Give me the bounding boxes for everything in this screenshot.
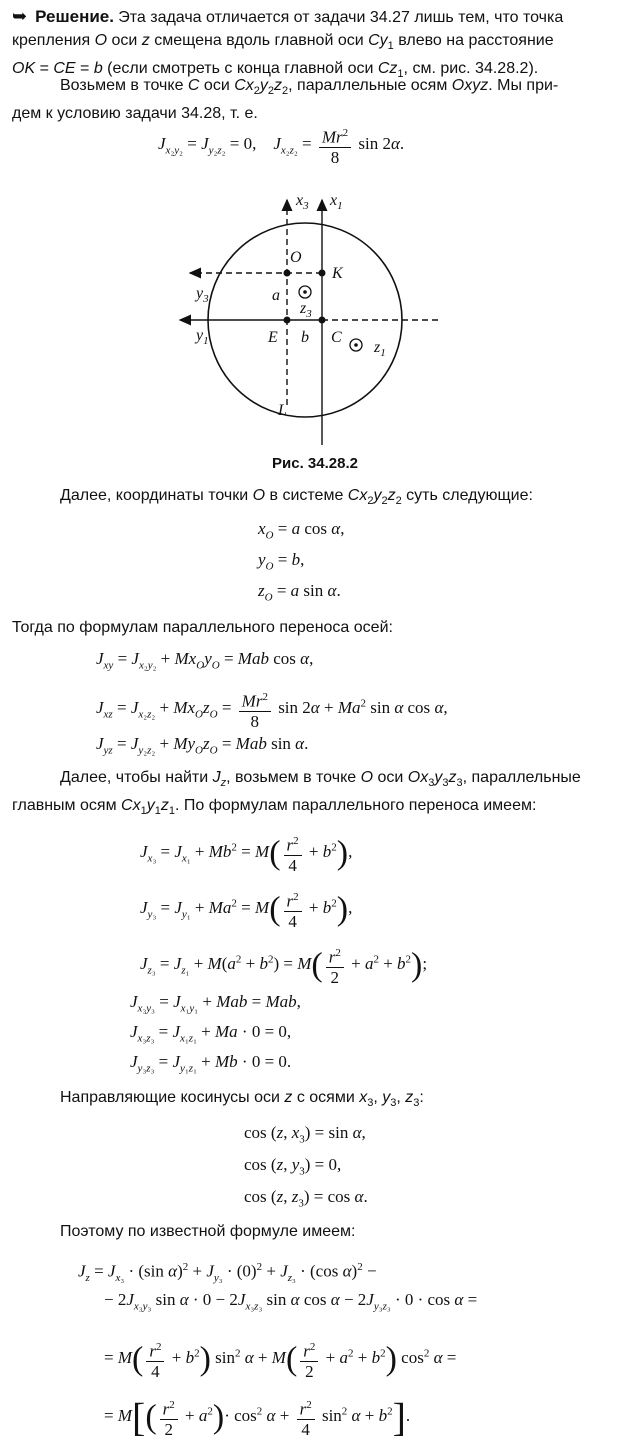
transfer-Jyz: $J_{yz} = J_{y_2z_2} + My_Oz_O$ = Mab sin α. <box>96 734 309 757</box>
inertia-Jx3y3: $J_{x_3y_3} = J_{x_1y_1}$ + Mab = Mab, <box>130 992 301 1015</box>
label-x1: $x_1$ <box>330 192 343 212</box>
point-O <box>284 270 291 277</box>
label-K: K <box>332 265 343 282</box>
cosine-y3: cos (z, $y_3) = 0$, <box>244 1155 342 1178</box>
inertia-Jz3: $J_{z_3} = J_{z_1} + M(a^2 + b^2) = M$( $\frac{r^2}{2}$ + $a^2 + b^2$); <box>140 944 427 987</box>
coord-xO: $x_O = a$ cos α, <box>258 519 345 542</box>
label-b: b <box>301 329 309 346</box>
arrow-icon: ➥ <box>12 6 28 27</box>
coord-zO: $z_O = a$ sin α. <box>258 581 341 604</box>
cosine-x3: cos (z, $x_3) = \sin \alpha$, <box>244 1123 366 1146</box>
inertia-Jx3: $J_{x_3} = J_{x_1} + Mb^2 = M$( $\frac{r^2}{4}$ + $b^2$), <box>140 832 352 875</box>
solution-heading: Решение. <box>35 7 114 26</box>
paragraph-coords-intro: Далее, координаты точки O в системе $Cx_2y_2z_2$ суть следующие: <box>60 487 533 508</box>
paragraph-axes: Возьмем в точке C оси $Cx_2y_2z_2$, параллельные осям Oxyz. Мы при- дем к условию задачи 34.28, т. е. <box>12 77 559 123</box>
cosine-z3: cos (z, $z_3) = \cos \alpha$. <box>244 1187 368 1210</box>
inertia-Jy3: $J_{y_3} = J_{y_1} + Ma^2 = M$( $\frac{r^2}{4}$ + $b^2$), <box>140 888 352 931</box>
transfer-Jxy: $J_{xy} = J_{x_2y_2} + Mx_Oy_O$ = Mab cos α, <box>96 649 314 672</box>
label-z1: $z_1$ <box>374 339 386 359</box>
final-line-2: − $2J_{x_3y_3}$ $\sin \alpha \cdot 0 - 2J_{x_3z_3}$ sin α $\cos \alpha - 2J_{y_3z_3} \cdot 0 \cdot \cos \alpha$ = <box>104 1290 478 1313</box>
paragraph-cosines-intro: Направляющие косинусы оси z с осями $x_3$, $y_3$, $z_3$: <box>60 1089 424 1110</box>
label-y1: $y_1$ <box>196 327 209 347</box>
equation-top: $J_{x_2y_2} = J_{y_2z_2} = 0$, $J_{x_2z_2}$ = $\frac{Mr^2}{8}$ sin 2α. <box>158 124 404 167</box>
label-z3: $z_3$ <box>300 300 312 320</box>
point-K <box>319 270 326 277</box>
paragraph-transfer-intro: Тогда по формулам параллельного переноса осей: <box>12 619 393 636</box>
label-O: O <box>290 249 302 266</box>
solution-intro: ➥ Решение. Эта задача отличается от задачи 34.27 лишь тем, что точка крепления O оси z смещена вдоль главной оси $Cy_1$ влево на расстояние OK = CE = b (если смотреть с конца главной оси $Cz_1$, см. рис. 34.28.2). <box>12 6 564 81</box>
label-a: a <box>272 287 280 304</box>
point-E <box>284 317 291 324</box>
inertia-Jx3z3: $J_{x_3z_3} = J_{x_1z_1} + Ma \cdot 0 = 0$, <box>130 1022 292 1045</box>
transfer-Jxz: $J_{xz} = J_{x_2z_2} + Mx_Oz_O$ = $\frac{Mr^2}{8}$ $\sin 2\alpha + Ma^2$ sin α cos α, <box>96 688 448 731</box>
point-C <box>319 317 326 324</box>
figure-caption: Рис. 34.28.2 <box>272 455 358 472</box>
label-L: L <box>278 402 287 419</box>
paragraph-final-intro: Поэтому по известной формуле имеем: <box>60 1223 356 1240</box>
z1-axis-dot <box>354 343 358 347</box>
final-line-3: = M( $\frac{r^2}{4}$ + $b^2$) $\sin^2 \alpha + M$( $\frac{r^2}{2}$ + $a^2 + b^2$) $\cos^2 \alpha$ = <box>104 1338 456 1381</box>
final-line-4: = M[( $\frac{r^2}{2}$ + $a^2)\cdot \cos^2 \alpha$ + $\frac{r^2}{4}$ $\sin^2 \alpha + b^2$]. <box>104 1394 411 1440</box>
label-C: C <box>331 329 342 346</box>
coord-yO: $y_O = b$, <box>258 550 305 573</box>
inertia-Jy3z3: $J_{y_3z_3} = J_{y_1z_1} + Mb \cdot 0 = 0$. <box>130 1052 292 1075</box>
label-y3: $y_3$ <box>196 285 209 305</box>
final-line-1: $J_z = J_{x_3} \cdot (\sin$ $\alpha)^2 + J_{y_3} \cdot (0)^2 + J_{z_3} \cdot (\cos$ α)$^2$ − <box>78 1261 377 1285</box>
label-x3: $x_3$ <box>296 192 309 212</box>
paragraph-Jz-intro: Далее, чтобы найти $J_z$, возьмем в точке O оси $Ox_3y_3z_3$, параллельные главным осям $Cx_1y_1z_1$. По формулам параллельного переноса имеем: <box>12 769 581 818</box>
z3-axis-dot <box>303 290 307 294</box>
figure-34-28-2 <box>150 180 480 450</box>
label-E: E <box>268 329 278 346</box>
